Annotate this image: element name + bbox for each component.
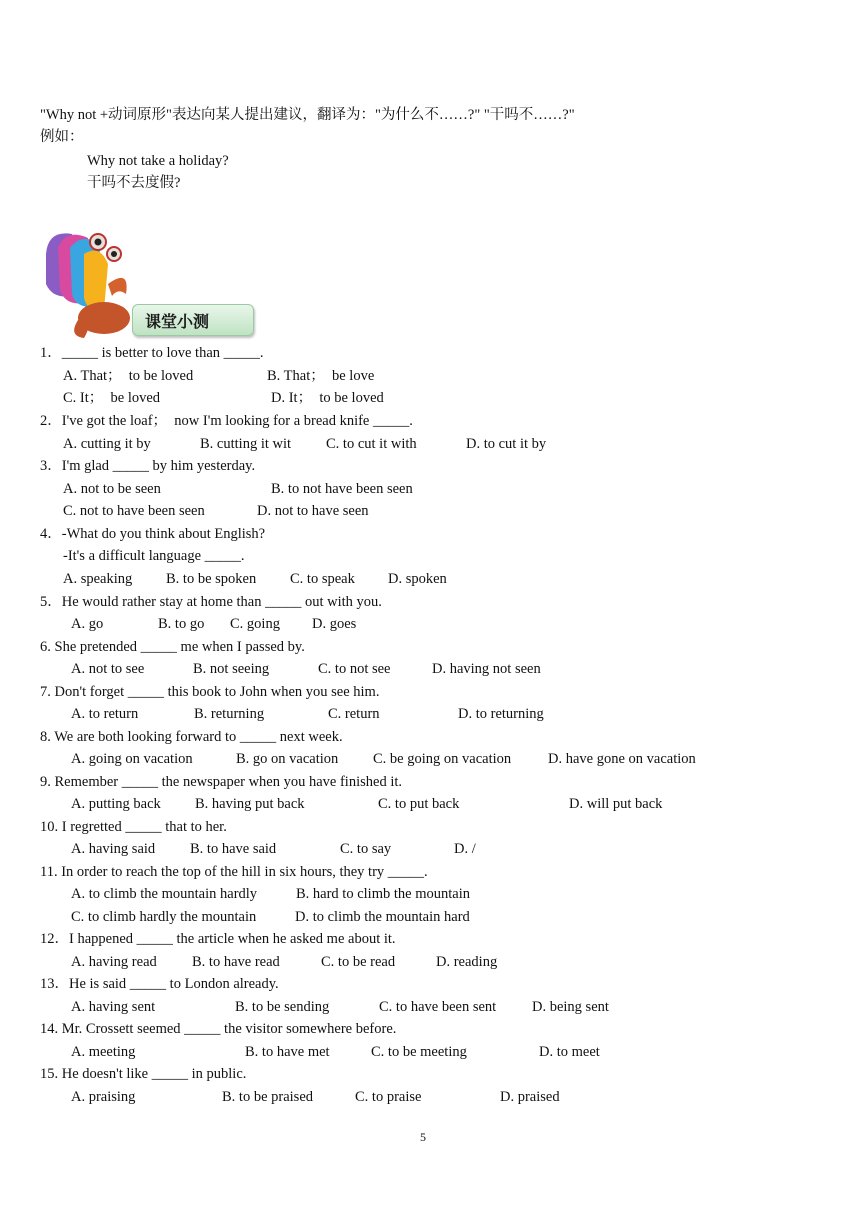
- question-stem: 2．I've got the loaf； now I'm looking for a bread knife _____.: [40, 413, 413, 429]
- answer-option: D. being sent: [532, 999, 609, 1015]
- answer-option: A. having read: [71, 954, 157, 970]
- example-label: 例如：: [40, 129, 84, 145]
- answer-option: C. be going on vacation: [373, 751, 512, 767]
- answer-option: A. to return: [71, 706, 139, 722]
- answer-option: B. go on vacation: [236, 751, 339, 767]
- answer-option: B. That； be love: [267, 368, 375, 384]
- question-stem: 7. Don't forget _____ this book to John when you see him.: [40, 684, 380, 700]
- answer-option: D. to returning: [458, 706, 544, 722]
- answer-option: D. It； to be loved: [271, 390, 384, 406]
- answer-option: D. /: [454, 841, 476, 857]
- example-english: Why not take a holiday?: [87, 153, 229, 169]
- question-stem: 4．-What do you think about English?: [40, 526, 266, 542]
- answer-option: D. to cut it by: [466, 436, 547, 452]
- answer-option: C. to say: [340, 841, 392, 857]
- answer-option: A. having sent: [71, 999, 156, 1015]
- answer-option: A. meeting: [71, 1044, 136, 1060]
- answer-option: B. to be spoken: [166, 571, 257, 587]
- question-stem: 15. He doesn't like _____ in public.: [40, 1066, 247, 1082]
- answer-option: B. returning: [194, 706, 265, 722]
- answer-option: D. spoken: [388, 571, 447, 587]
- question-stem: 9. Remember _____ the newspaper when you have finished it.: [40, 774, 403, 790]
- answer-option: B. to go: [158, 616, 205, 632]
- answer-option: C. to speak: [290, 571, 355, 587]
- answer-option: C. to have been sent: [379, 999, 497, 1015]
- answer-option: B. to have read: [192, 954, 280, 970]
- page-number: 5: [420, 1130, 426, 1144]
- answer-option: A. go: [71, 616, 104, 632]
- answer-option: C. to be meeting: [371, 1044, 467, 1060]
- answer-option: C. It； be loved: [63, 390, 161, 406]
- question-stem: 5．He would rather stay at home than _____ out with you.: [40, 594, 382, 610]
- answer-option: D. to meet: [539, 1044, 600, 1060]
- question-stem: 14. Mr. Crossett seemed _____ the visitor somewhere before.: [40, 1021, 397, 1037]
- question-stem: 10. I regretted _____ that to her.: [40, 819, 227, 835]
- answer-option: C. to not see: [318, 661, 391, 677]
- answer-option: D. having not seen: [432, 661, 541, 677]
- grammar-rule: "Why not +动词原形"表达向某人提出建议，翻译为："为什么不……?" "干吗不……?": [40, 107, 575, 123]
- answer-option: A. cutting it by: [63, 436, 151, 452]
- answer-option: C. going: [230, 616, 280, 632]
- answer-option: C. to put back: [378, 796, 460, 812]
- question-stem: 12．I happened _____ the article when he asked me about it.: [40, 931, 396, 947]
- section-title: 课堂小测: [132, 304, 254, 336]
- answer-option: D. praised: [500, 1089, 560, 1105]
- question-stem-continued: -It's a difficult language _____.: [63, 548, 245, 564]
- answer-option: B. to be praised: [222, 1089, 314, 1105]
- question-stem: 1．_____ is better to love than _____.: [40, 345, 264, 361]
- question-stem: 6. She pretended _____ me when I passed by.: [40, 639, 305, 655]
- answer-option: B. to have said: [190, 841, 277, 857]
- answer-option: D. not to have seen: [257, 503, 369, 519]
- example-chinese: 干吗不去度假?: [87, 175, 181, 191]
- answer-option: A. going on vacation: [71, 751, 193, 767]
- answer-option: A. not to be seen: [63, 481, 161, 497]
- hermit-crab-icon: [38, 224, 138, 344]
- answer-option: B. to be sending: [235, 999, 330, 1015]
- answer-option: B. having put back: [195, 796, 305, 812]
- answer-option: A. That； to be loved: [63, 368, 194, 384]
- answer-option: A. speaking: [63, 571, 133, 587]
- answer-option: D. will put back: [569, 796, 663, 812]
- answer-option: C. to cut it with: [326, 436, 417, 452]
- answer-option: D. have gone on vacation: [548, 751, 696, 767]
- answer-option: D. goes: [312, 616, 357, 632]
- question-stem: 13．He is said _____ to London already.: [40, 976, 279, 992]
- question-stem: 8. We are both looking forward to _____ next week.: [40, 729, 343, 745]
- answer-option: A. having said: [71, 841, 156, 857]
- answer-option: C. to be read: [321, 954, 396, 970]
- answer-option: C. not to have been seen: [63, 503, 205, 519]
- answer-option: B. cutting it wit: [200, 436, 292, 452]
- answer-option: A. praising: [71, 1089, 136, 1105]
- answer-option: C. to climb hardly the mountain: [71, 909, 257, 925]
- answer-option: B. hard to climb the mountain: [296, 886, 470, 902]
- answer-option: C. return: [328, 706, 380, 722]
- question-stem: 11. In order to reach the top of the hill in six hours, they try _____.: [40, 864, 428, 880]
- answer-option: D. to climb the mountain hard: [295, 909, 470, 925]
- answer-option: B. to have met: [245, 1044, 330, 1060]
- question-stem: 3．I'm glad _____ by him yesterday.: [40, 458, 256, 474]
- answer-option: A. not to see: [71, 661, 145, 677]
- answer-option: A. to climb the mountain hardly: [71, 886, 258, 902]
- answer-option: D. reading: [436, 954, 498, 970]
- answer-option: A. putting back: [71, 796, 161, 812]
- answer-option: B. not seeing: [193, 661, 270, 677]
- answer-option: C. to praise: [355, 1089, 422, 1105]
- answer-option: B. to not have been seen: [271, 481, 413, 497]
